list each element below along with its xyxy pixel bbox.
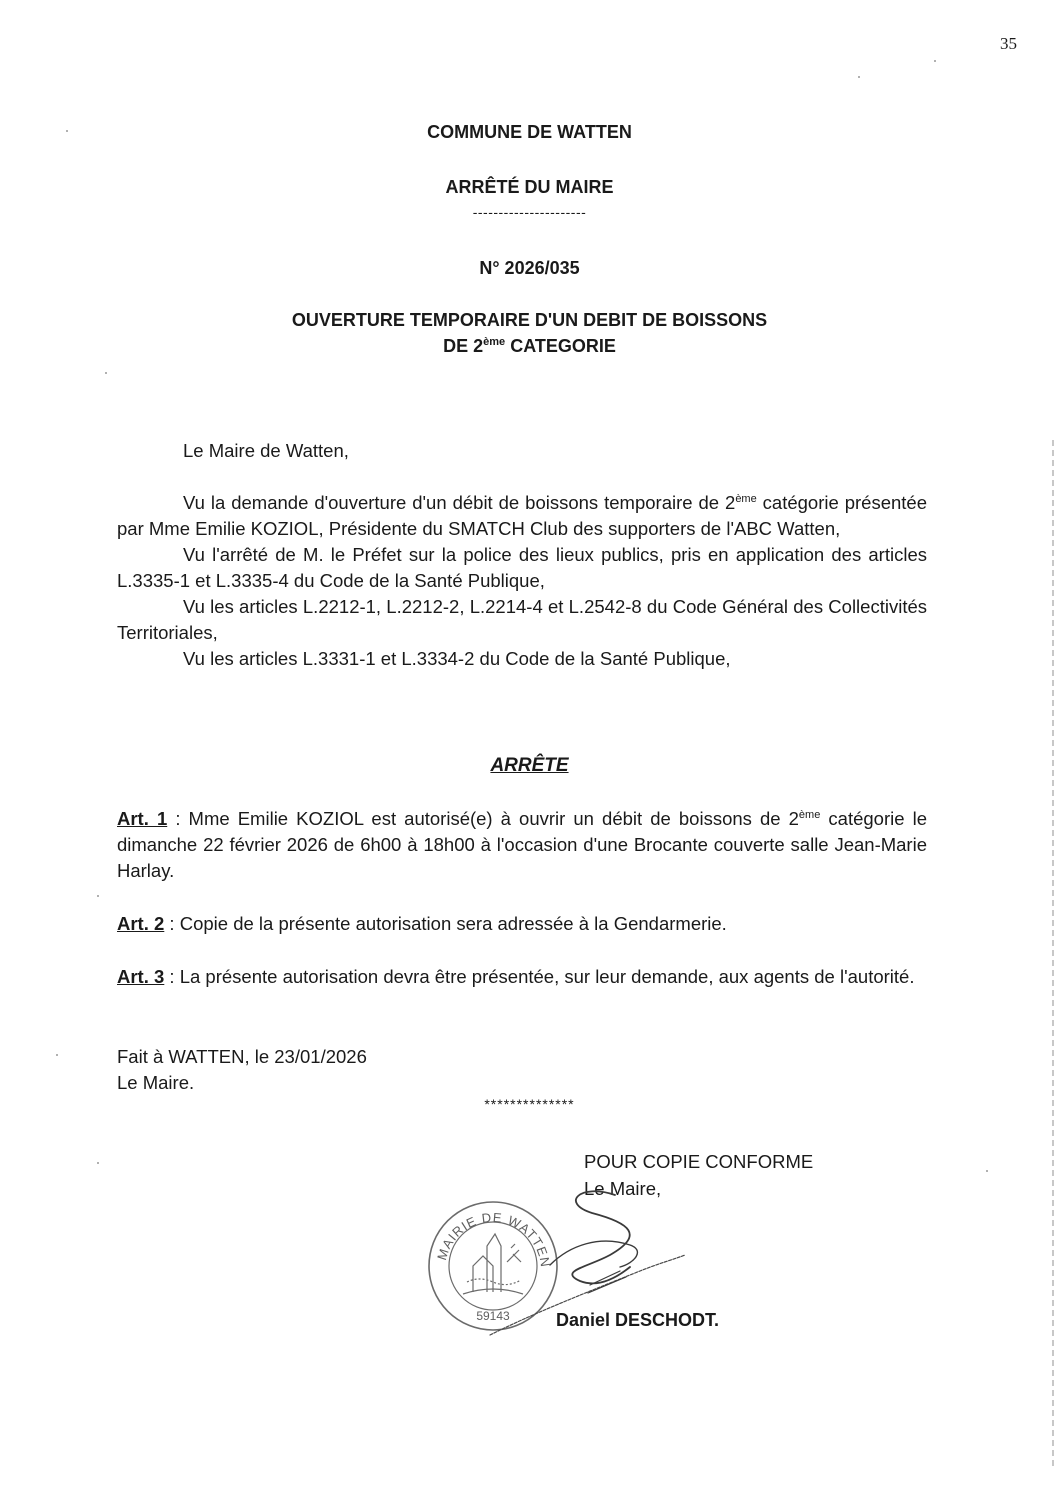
scan-speck [97, 895, 99, 897]
scan-speck [858, 76, 860, 78]
scan-speck [986, 1170, 988, 1172]
scan-speck [97, 1162, 99, 1164]
closing-le-maire: Le Maire. [117, 1072, 195, 1093]
title-separator: ---------------------- [472, 204, 587, 220]
considerations [117, 490, 927, 672]
scan-speck [56, 1054, 58, 1056]
article-3-label: Art. 3 [117, 966, 165, 987]
arrete-du-maire-title: ARRÊTÉ DU MAIRE [445, 177, 614, 197]
article-2-label: Art. 2 [117, 913, 165, 934]
article-1: Art. 1 : Mme Emilie KOZIOL est autorisé(e) à ouvrir un débit de boissons de 2ème catégorie le dimanche 22 février 2026 de 6h00 à 18h00 à l'occasion d'une Brocante couverte salle Jean-Marie Harlay. [117, 808, 927, 881]
scan-edge-line [1052, 440, 1054, 1470]
commune-title: COMMUNE DE WATTEN [427, 122, 632, 142]
article-3: Art. 3 : La présente autorisation devra être présentée, sur leur demande, aux agents de l'autorité. [117, 966, 915, 987]
stars-separator: ************** [484, 1096, 575, 1112]
consideration-4: Vu les articles L.3331-1 et L.3334-2 du Code de la Santé Publique, [183, 648, 731, 669]
seal-code: 59143 [476, 1309, 510, 1323]
consideration-1: Vu la demande d'ouverture d'un débit de boissons temporaire de 2ème catégorie présentée par Mme Emilie KOZIOL, Présidente du SMATCH Club des supporters de l'ABC Watten, [117, 492, 927, 539]
subject-line-1: OUVERTURE TEMPORAIRE D'UN DEBIT DE BOISSONS [291, 310, 768, 330]
seal-text-top: MAIRIE DE WATTEN [434, 1209, 554, 1269]
article-1-label: Art. 1 [117, 808, 168, 829]
scan-speck [66, 130, 68, 132]
signatory-name: Daniel DESCHODT. [556, 1310, 720, 1330]
consideration-2: Vu l'arrêté de M. le Préfet sur la police des lieux publics, pris en application des articles L.3335-1 et L.3335-4 du Code de la Santé Publique, [117, 544, 927, 591]
scan-speck [105, 372, 107, 374]
page-number: 35 [1000, 34, 1017, 53]
salutation: Le Maire de Watten, [183, 440, 349, 461]
subject-line-2: DE 2ème CATEGORIE [443, 336, 616, 356]
article-2: Art. 2 : Copie de la présente autorisation sera adressée à la Gendarmerie. [117, 913, 727, 934]
place-date: Fait à WATTEN, le 23/01/2026 [117, 1046, 367, 1067]
scan-speck [934, 60, 936, 62]
arrete-heading: ARRÊTE [490, 755, 569, 776]
closing-block [117, 1044, 367, 1096]
pour-copie-conforme: POUR COPIE CONFORME [584, 1151, 814, 1172]
certification-le-maire: Le Maire, [584, 1178, 662, 1199]
consideration-3: Vu les articles L.2212-1, L.2212-2, L.2214-4 et L.2542-8 du Code Général des Collectivités Territoriales, [117, 596, 927, 643]
arrete-number: N° 2026/035 [479, 258, 580, 278]
